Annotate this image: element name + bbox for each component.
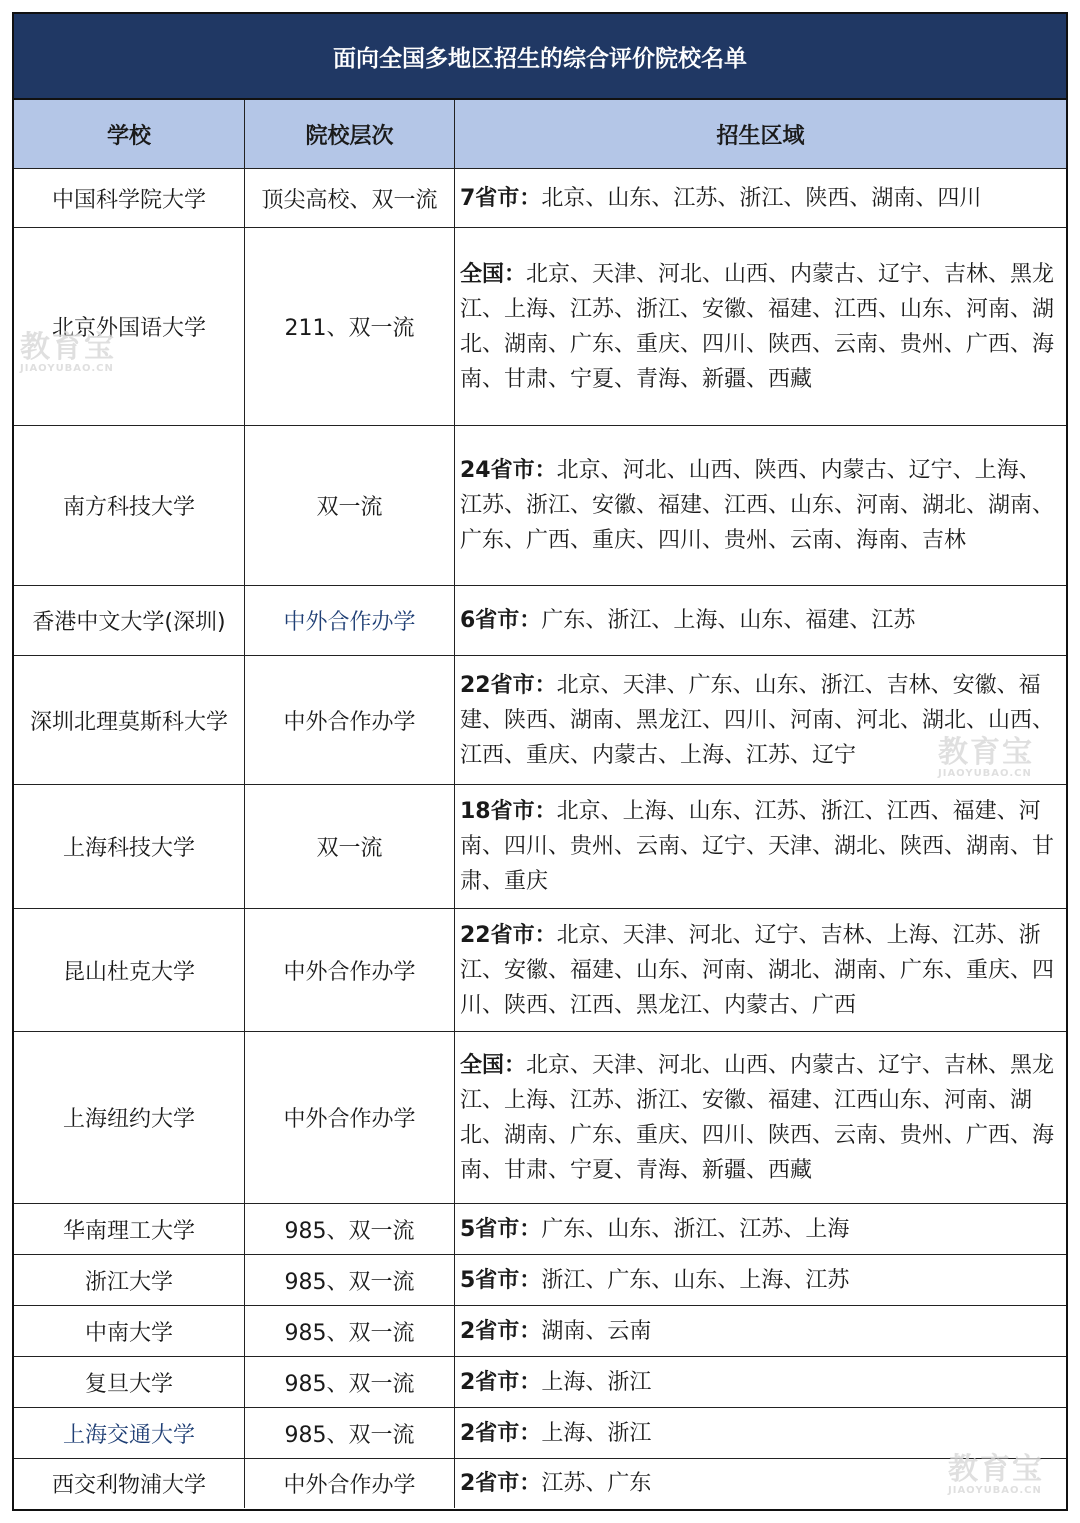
school-name-link[interactable]: 上海交通大学 [14, 1408, 245, 1458]
region-list: 广东、山东、浙江、江苏、上海 [541, 1216, 850, 1242]
school-level: 中外合作办学 [245, 656, 455, 784]
region-prefix: 2省市： [460, 1318, 542, 1344]
school-name: 昆山杜克大学 [14, 909, 245, 1031]
region-list: 北京、天津、广东、山东、浙江、吉林、安徽、福建、陕西、湖南、黑龙江、四川、河南、河北、湖北、山西、江西、重庆、内蒙古、上海、江苏、辽宁 [460, 672, 1055, 768]
region-cell [455, 257, 1066, 397]
school-level: 985、双一流 [245, 1408, 455, 1458]
watermark-logo [948, 1452, 1044, 1496]
school-name: 上海纽约大学 [14, 1032, 245, 1203]
region-cell [455, 794, 1066, 899]
region-prefix: 18省市： [460, 799, 557, 824]
region-prefix: 2省市： [460, 1471, 542, 1496]
region-prefix: 5省市： [460, 1216, 542, 1242]
region-list: 上海、浙江 [541, 1369, 652, 1395]
school-level: 中外合作办学 [245, 1032, 455, 1203]
region-list: 江苏、广东 [541, 1471, 652, 1496]
watermark-text: 教育宝 [948, 1452, 1044, 1487]
school-name: 深圳北理莫斯科大学 [14, 656, 245, 784]
school-name: 浙江大学 [14, 1255, 245, 1305]
region-list: 浙江、广东、山东、上海、江苏 [541, 1267, 850, 1293]
region-prefix: 22省市： [460, 922, 557, 948]
school-name: 西交利物浦大学 [14, 1459, 245, 1508]
region-cell [455, 1212, 855, 1247]
table-row [14, 1204, 1066, 1255]
school-name: 华南理工大学 [14, 1204, 245, 1254]
region-list: 北京、上海、山东、江苏、浙江、江西、福建、河南、四川、贵州、云南、辽宁、天津、湖北、陕西、湖南、甘肃、重庆 [460, 799, 1055, 894]
table-row [14, 1306, 1066, 1357]
table-row [14, 785, 1066, 909]
table-row [14, 1255, 1066, 1306]
region-cell [455, 1263, 855, 1298]
school-name: 香港中文大学(深圳) [14, 586, 245, 655]
watermark-text: 教育宝 [20, 330, 116, 365]
region-list: 北京、天津、河北、山西、内蒙古、辽宁、吉林、黑龙江、上海、江苏、浙江、安徽、福建、江西、山东、河南、湖北、湖南、广东、重庆、四川、陕西、云南、贵州、广西、海南、甘肃、宁夏、青海、新疆、西藏 [460, 261, 1055, 392]
region-prefix: 7省市： [460, 185, 542, 211]
school-level: 双一流 [245, 785, 455, 908]
watermark-logo [938, 735, 1034, 779]
school-level: 双一流 [245, 426, 455, 585]
table-row [14, 228, 1066, 426]
school-name: 中南大学 [14, 1306, 245, 1356]
table-row [14, 656, 1066, 785]
region-list: 广东、浙江、上海、山东、福建、江苏 [541, 608, 916, 633]
region-cell [455, 1416, 657, 1451]
region-cell [455, 1466, 657, 1501]
region-prefix: 6省市： [460, 608, 542, 633]
region-prefix: 5省市： [460, 1267, 542, 1293]
school-level: 985、双一流 [245, 1306, 455, 1356]
school-name: 南方科技大学 [14, 426, 245, 585]
region-cell [455, 181, 987, 216]
table-row [14, 1459, 1066, 1508]
region-list: 北京、山东、江苏、浙江、陕西、湖南、四川 [541, 185, 982, 211]
school-level: 中外合作办学 [245, 909, 455, 1031]
region-cell [455, 603, 921, 638]
watermark-url: JIAOYUBAO.CN [20, 363, 114, 374]
watermark-logo [20, 330, 116, 374]
school-name: 中国科学院大学 [14, 169, 245, 227]
header-region: 招生区域 [716, 123, 805, 149]
school-level: 中外合作办学 [245, 586, 455, 655]
region-prefix: 全国： [460, 261, 527, 287]
region-cell [455, 453, 1066, 558]
header-row [14, 100, 1066, 169]
table-row [14, 169, 1066, 228]
region-list: 北京、天津、河北、山西、内蒙古、辽宁、吉林、黑龙江、上海、江苏、浙江、安徽、福建、江西山东、河南、湖北、湖南、广东、重庆、四川、陕西、云南、贵州、广西、海南、甘肃、宁夏、青海、新疆、西藏 [460, 1052, 1055, 1183]
watermark-url: JIAOYUBAO.CN [948, 1485, 1042, 1496]
region-prefix: 全国： [460, 1052, 527, 1078]
region-prefix: 2省市： [460, 1369, 542, 1395]
region-cell [455, 918, 1066, 1023]
region-list: 北京、天津、河北、辽宁、吉林、上海、江苏、浙江、安徽、福建、山东、河南、湖北、湖南、广东、重庆、四川、陕西、江西、黑龙江、内蒙古、广西 [460, 922, 1055, 1018]
table-row [14, 426, 1066, 586]
college-table [12, 12, 1068, 1511]
header-school: 学校 [14, 100, 245, 168]
watermark-text: 教育宝 [938, 735, 1034, 770]
school-level: 顶尖高校、双一流 [245, 169, 455, 227]
school-level: 985、双一流 [245, 1357, 455, 1407]
header-level: 院校层次 [245, 100, 455, 168]
region-cell [455, 1048, 1066, 1188]
school-name: 复旦大学 [14, 1357, 245, 1407]
region-prefix: 24省市： [460, 458, 557, 483]
table-row [14, 909, 1066, 1032]
school-name: 北京外国语大学 [14, 228, 245, 425]
region-cell [455, 1365, 657, 1400]
school-level: 中外合作办学 [245, 1459, 455, 1508]
region-list: 北京、河北、山西、陕西、内蒙古、辽宁、上海、江苏、浙江、安徽、福建、江西、山东、河南、湖北、湖南、广东、广西、重庆、四川、贵州、云南、海南、吉林 [460, 458, 1055, 553]
school-level: 211、双一流 [245, 228, 455, 425]
school-name: 上海科技大学 [14, 785, 245, 908]
table-row [14, 1032, 1066, 1204]
region-list: 上海、浙江 [541, 1420, 652, 1446]
school-level: 985、双一流 [245, 1255, 455, 1305]
table-row [14, 586, 1066, 656]
watermark-url: JIAOYUBAO.CN [938, 768, 1032, 779]
region-prefix: 2省市： [460, 1420, 542, 1446]
school-level: 985、双一流 [245, 1204, 455, 1254]
table-row [14, 1357, 1066, 1408]
region-list: 湖南、云南 [541, 1318, 652, 1344]
table-row [14, 1408, 1066, 1459]
region-cell [455, 1314, 657, 1349]
table-title: 面向全国多地区招生的综合评价院校名单 [14, 14, 1066, 100]
region-prefix: 22省市： [460, 672, 557, 698]
